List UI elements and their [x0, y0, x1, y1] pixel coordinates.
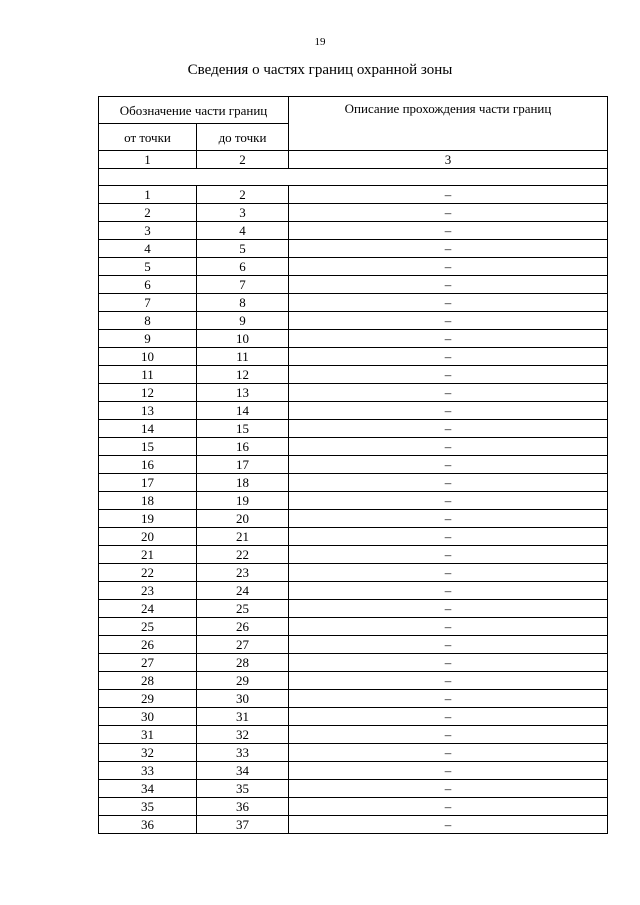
empty-cell	[99, 169, 608, 186]
from-point-cell: 11	[99, 366, 197, 384]
description-cell: –	[289, 348, 608, 366]
description-cell: –	[289, 456, 608, 474]
table-row	[99, 294, 608, 312]
description-cell: –	[289, 204, 608, 222]
description-cell: –	[289, 726, 608, 744]
to-point-cell: 24	[197, 582, 289, 600]
description-cell: –	[289, 690, 608, 708]
description-cell: –	[289, 744, 608, 762]
boundary-parts-table	[98, 96, 608, 834]
from-point-cell: 33	[99, 762, 197, 780]
description-cell: –	[289, 492, 608, 510]
table-row	[99, 438, 608, 456]
from-point-cell: 10	[99, 348, 197, 366]
header-description: Описание прохождения части границ	[289, 97, 608, 151]
table-row	[99, 312, 608, 330]
from-point-cell: 35	[99, 798, 197, 816]
to-point-cell: 29	[197, 672, 289, 690]
table-row	[99, 564, 608, 582]
to-point-cell: 16	[197, 438, 289, 456]
description-cell: –	[289, 222, 608, 240]
table-row	[99, 456, 608, 474]
from-point-cell: 15	[99, 438, 197, 456]
from-point-cell: 22	[99, 564, 197, 582]
from-point-cell: 13	[99, 402, 197, 420]
to-point-cell: 4	[197, 222, 289, 240]
from-point-cell: 31	[99, 726, 197, 744]
to-point-cell: 34	[197, 762, 289, 780]
to-point-cell: 28	[197, 654, 289, 672]
to-point-cell: 19	[197, 492, 289, 510]
to-point-cell: 33	[197, 744, 289, 762]
from-point-cell: 27	[99, 654, 197, 672]
from-point-cell: 29	[99, 690, 197, 708]
description-cell: –	[289, 708, 608, 726]
to-point-cell: 6	[197, 258, 289, 276]
table-row	[99, 618, 608, 636]
from-point-cell: 18	[99, 492, 197, 510]
to-point-cell: 31	[197, 708, 289, 726]
header-from-point: от точки	[99, 124, 197, 151]
from-point-cell: 20	[99, 528, 197, 546]
column-numbers-row	[99, 151, 608, 169]
from-point-cell: 8	[99, 312, 197, 330]
from-point-cell: 9	[99, 330, 197, 348]
description-cell: –	[289, 420, 608, 438]
from-point-cell: 19	[99, 510, 197, 528]
to-point-cell: 10	[197, 330, 289, 348]
description-cell: –	[289, 510, 608, 528]
from-point-cell: 24	[99, 600, 197, 618]
to-point-cell: 35	[197, 780, 289, 798]
table-row	[99, 762, 608, 780]
header-boundary-designation: Обозначение части границ	[99, 97, 289, 124]
from-point-cell: 34	[99, 780, 197, 798]
column-number: 3	[289, 151, 608, 169]
from-point-cell: 21	[99, 546, 197, 564]
description-cell: –	[289, 312, 608, 330]
from-point-cell: 5	[99, 258, 197, 276]
table-row	[99, 186, 608, 204]
page-number: 19	[314, 36, 326, 48]
description-cell: –	[289, 474, 608, 492]
description-cell: –	[289, 438, 608, 456]
description-cell: –	[289, 402, 608, 420]
description-cell: –	[289, 546, 608, 564]
to-point-cell: 26	[197, 618, 289, 636]
description-cell: –	[289, 240, 608, 258]
table-row	[99, 474, 608, 492]
description-cell: –	[289, 636, 608, 654]
to-point-cell: 2	[197, 186, 289, 204]
to-point-cell: 12	[197, 366, 289, 384]
description-cell: –	[289, 582, 608, 600]
table-row	[99, 330, 608, 348]
table-row	[99, 780, 608, 798]
from-point-cell: 30	[99, 708, 197, 726]
to-point-cell: 15	[197, 420, 289, 438]
empty-row	[99, 169, 608, 186]
description-cell: –	[289, 816, 608, 834]
from-point-cell: 17	[99, 474, 197, 492]
table-row	[99, 276, 608, 294]
table-row	[99, 348, 608, 366]
description-cell: –	[289, 564, 608, 582]
from-point-cell: 28	[99, 672, 197, 690]
from-point-cell: 23	[99, 582, 197, 600]
table-row	[99, 744, 608, 762]
description-cell: –	[289, 798, 608, 816]
description-cell: –	[289, 276, 608, 294]
table-row	[99, 672, 608, 690]
to-point-cell: 5	[197, 240, 289, 258]
description-cell: –	[289, 186, 608, 204]
page-title: Сведения о частях границ охранной зоны	[187, 62, 453, 78]
description-cell: –	[289, 366, 608, 384]
to-point-cell: 3	[197, 204, 289, 222]
table-row	[99, 240, 608, 258]
table-row	[99, 366, 608, 384]
to-point-cell: 36	[197, 798, 289, 816]
table-row	[99, 798, 608, 816]
description-cell: –	[289, 600, 608, 618]
table-row	[99, 726, 608, 744]
table-row	[99, 528, 608, 546]
to-point-cell: 14	[197, 402, 289, 420]
column-number: 1	[99, 151, 197, 169]
description-cell: –	[289, 294, 608, 312]
to-point-cell: 22	[197, 546, 289, 564]
table-row	[99, 600, 608, 618]
from-point-cell: 36	[99, 816, 197, 834]
table-row	[99, 708, 608, 726]
description-cell: –	[289, 762, 608, 780]
column-number: 2	[197, 151, 289, 169]
description-cell: –	[289, 384, 608, 402]
table-header-row	[99, 97, 608, 124]
from-point-cell: 3	[99, 222, 197, 240]
from-point-cell: 26	[99, 636, 197, 654]
table-row	[99, 492, 608, 510]
from-point-cell: 4	[99, 240, 197, 258]
to-point-cell: 25	[197, 600, 289, 618]
to-point-cell: 18	[197, 474, 289, 492]
to-point-cell: 13	[197, 384, 289, 402]
to-point-cell: 7	[197, 276, 289, 294]
table-row	[99, 222, 608, 240]
to-point-cell: 8	[197, 294, 289, 312]
table-row	[99, 582, 608, 600]
table-row	[99, 816, 608, 834]
header-to-point: до точки	[197, 124, 289, 151]
from-point-cell: 1	[99, 186, 197, 204]
table-row	[99, 510, 608, 528]
table-row	[99, 636, 608, 654]
from-point-cell: 2	[99, 204, 197, 222]
table-row	[99, 546, 608, 564]
to-point-cell: 30	[197, 690, 289, 708]
to-point-cell: 11	[197, 348, 289, 366]
from-point-cell: 32	[99, 744, 197, 762]
to-point-cell: 23	[197, 564, 289, 582]
table-row	[99, 690, 608, 708]
to-point-cell: 37	[197, 816, 289, 834]
table-row	[99, 420, 608, 438]
table-row	[99, 204, 608, 222]
from-point-cell: 25	[99, 618, 197, 636]
description-cell: –	[289, 618, 608, 636]
to-point-cell: 32	[197, 726, 289, 744]
to-point-cell: 21	[197, 528, 289, 546]
to-point-cell: 27	[197, 636, 289, 654]
from-point-cell: 12	[99, 384, 197, 402]
from-point-cell: 16	[99, 456, 197, 474]
table-row	[99, 258, 608, 276]
description-cell: –	[289, 528, 608, 546]
description-cell: –	[289, 672, 608, 690]
description-cell: –	[289, 258, 608, 276]
to-point-cell: 20	[197, 510, 289, 528]
to-point-cell: 9	[197, 312, 289, 330]
description-cell: –	[289, 330, 608, 348]
description-cell: –	[289, 780, 608, 798]
table-row	[99, 402, 608, 420]
from-point-cell: 6	[99, 276, 197, 294]
from-point-cell: 7	[99, 294, 197, 312]
table-row	[99, 384, 608, 402]
description-cell: –	[289, 654, 608, 672]
to-point-cell: 17	[197, 456, 289, 474]
from-point-cell: 14	[99, 420, 197, 438]
table-row	[99, 654, 608, 672]
